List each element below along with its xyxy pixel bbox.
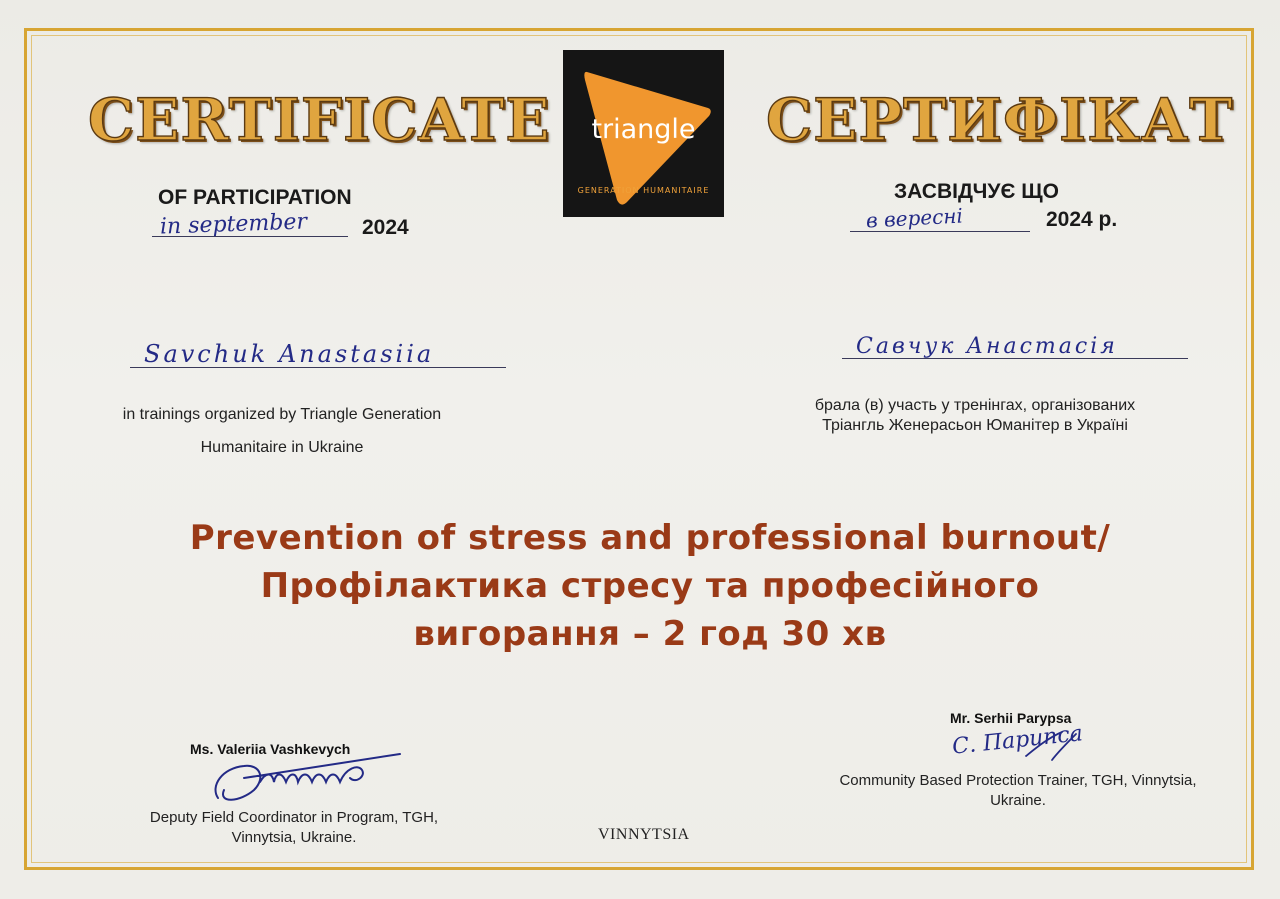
signer-right-role-line: Community Based Protection Trainer, TGH, Vinnytsia, [839,772,1197,789]
signer-right-role-line: Ukraine. [990,792,1046,809]
participant-name-en: Savchuk Anastasiia [144,340,435,368]
date-ua-handwritten: в вересні [865,203,964,233]
trainings-ua-line: Тріангль Женерасьон Юманітер в Україні [822,417,1128,434]
course-line: Prevention of stress and professional burnout/ [189,518,1111,558]
title-ua: СЕРТИФІКАТ [766,86,1234,154]
trainings-en-line: in trainings organized by Triangle Generation [122,406,442,423]
city-label: VINNYTSIA [598,826,690,843]
logo-tagline: GENERATION HUMANITAIRE [577,186,710,195]
participant-name-ua: Савчук Анастасія [856,334,1118,359]
signer-right-role [810,771,1226,811]
course-line: Профілактика стресу та професійного [260,566,1040,606]
course-title [80,514,1220,658]
signature-right-flourish-icon [1022,726,1082,766]
signer-left-role-line: Deputy Field Coordinator in Program, TGH, [149,809,439,826]
trainings-ua [760,396,1190,436]
signer-left-role-line: Vinnytsia, Ukraine. [231,829,357,846]
course-line: вигорання – 2 год 30 хв [413,614,887,654]
trainings-en-line: Humanitaire in Ukraine [200,439,364,456]
date-ua-year: 2024 р. [1046,208,1118,231]
signature-right: С. Парипса [951,721,1084,760]
signer-left-role [104,808,484,848]
subtitle-en: OF PARTICIPATION [158,186,352,209]
signer-right-name: Mr. Serhii Parypsa [950,710,1072,726]
date-ua-line [850,231,1030,232]
title-en: CERTIFICATE [88,86,551,154]
signature-left-icon [200,738,410,814]
participant-line-ua [842,358,1188,359]
date-en-line [152,236,348,237]
signer-left-name: Ms. Valeriia Vashkevych [190,741,351,757]
date-en-handwritten: in september [159,209,308,240]
participant-line-en [130,367,506,368]
subtitle-ua: ЗАСВІДЧУЄ ЩО [894,180,1059,203]
trainings-en [80,398,484,464]
trainings-ua-line: брала (в) участь у тренінгах, організованих [814,397,1136,414]
date-en-year: 2024 [362,216,409,239]
logo-word: triangle [591,114,696,145]
triangle-logo [563,50,724,217]
